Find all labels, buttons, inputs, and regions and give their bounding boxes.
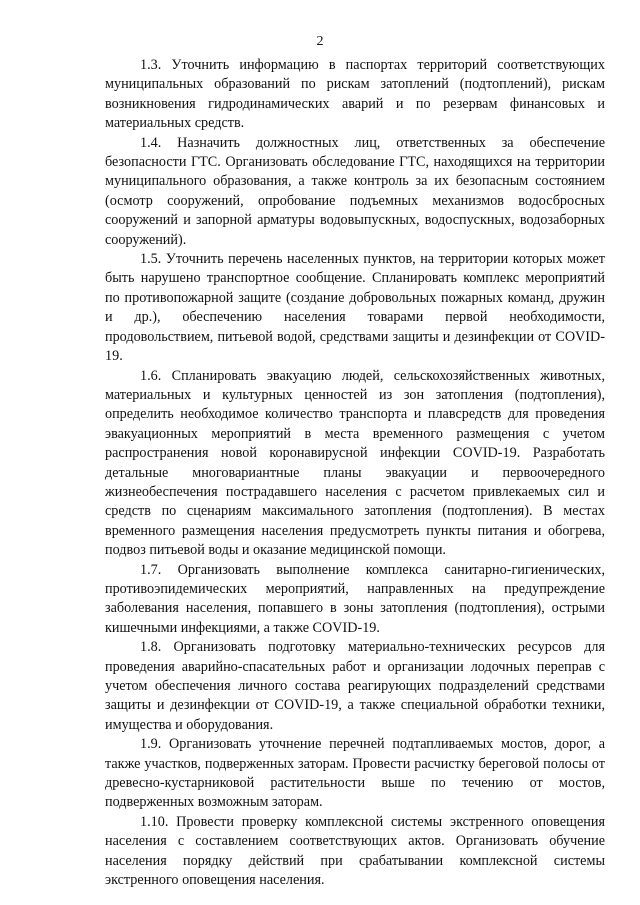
- paragraph-1-9: 1.9. Организовать уточнение перечней подтапливаемых мостов, дорог, а также участков, подверженных заторам. Провести расчистку береговой полосы от древесно-кустарниковой растительности выше по течению от мостов, подверженных возможным заторам.: [105, 736, 605, 811]
- paragraph-1-4: 1.4. Назначить должностных лиц, ответственных за обеспечение безопасности ГТС. Организовать обследование ГТС, находящихся на территории муниципального образования, а также контроль за их безопасным состоянием (осмотр сооружений, опробование подъемных механизмов водосбросных сооружений и запорной арматуры водовыпускных, водоспускных, водозаборных сооружений).: [105, 134, 605, 248]
- paragraph-1-5: 1.5. Уточнить перечень населенных пунктов, на территории которых может быть нарушено транспортное сообщение. Спланировать комплекс мероприятий по противопожарной защите (создание добровольных пожарных команд, дружин и др.), обеспечению населения товарами первой необходимости, продовольствием, питьевой водой, средствами защиты и дезинфекции от COVID-19.: [105, 251, 605, 365]
- paragraph-1-3: 1.3. Уточнить информацию в паспортах территорий соответствующих муниципальных образований по рискам затоплений (подтоплений), рискам возникновения гидродинамических аварий и по резервам финансовых и материальных средств.: [105, 57, 605, 132]
- paragraph-1-7: 1.7. Организовать выполнение комплекса санитарно-гигиенических, противоэпидемических мероприятий, направленных на предупреждение заболевания населения, попавшего в зоны затопления (подтопления), острыми кишечными инфекциями, а также COVID-19.: [105, 561, 605, 636]
- paragraph-1-6: 1.6. Спланировать эвакуацию людей, сельскохозяйственных животных, материальных и культурных ценностей из зон затопления (подтопления), определить необходимое количество транспорта и плавсредств для проведения эвакуационных мероприятий в места временного размещения с учетом распространения новой коронавирусной инфекции COVID-19. Разработать детальные многовариантные планы эвакуации и первоочередного жизнеобеспечения пострадавшего населения с расчетом привлекаемых сил и средств по сценариям максимального затопления (подтопления). В местах временного размещения населения предусмотреть пункты питания и обогрева, подвоз питьевой воды и оказание медицинской помощи.: [105, 367, 605, 559]
- paragraph-1-10: 1.10. Провести проверку комплексной системы экстренного оповещения населения с составлением соответствующих актов. Организовать обучение населения порядку действий при срабатывании комплексной системы экстренного оповещения населения.: [105, 813, 605, 889]
- paragraph-1-8: 1.8. Организовать подготовку материально-технических ресурсов для проведения аварийно-спасательных работ и организации лодочных переправ с учетом обеспечения личного состава реагирующих подразделений средствами защиты и дезинфекции от COVID-19, а также специальной обработки техники, имущества и оборудования.: [105, 639, 605, 733]
- document-body: [105, 56, 605, 890]
- page-number: 2: [316, 34, 324, 49]
